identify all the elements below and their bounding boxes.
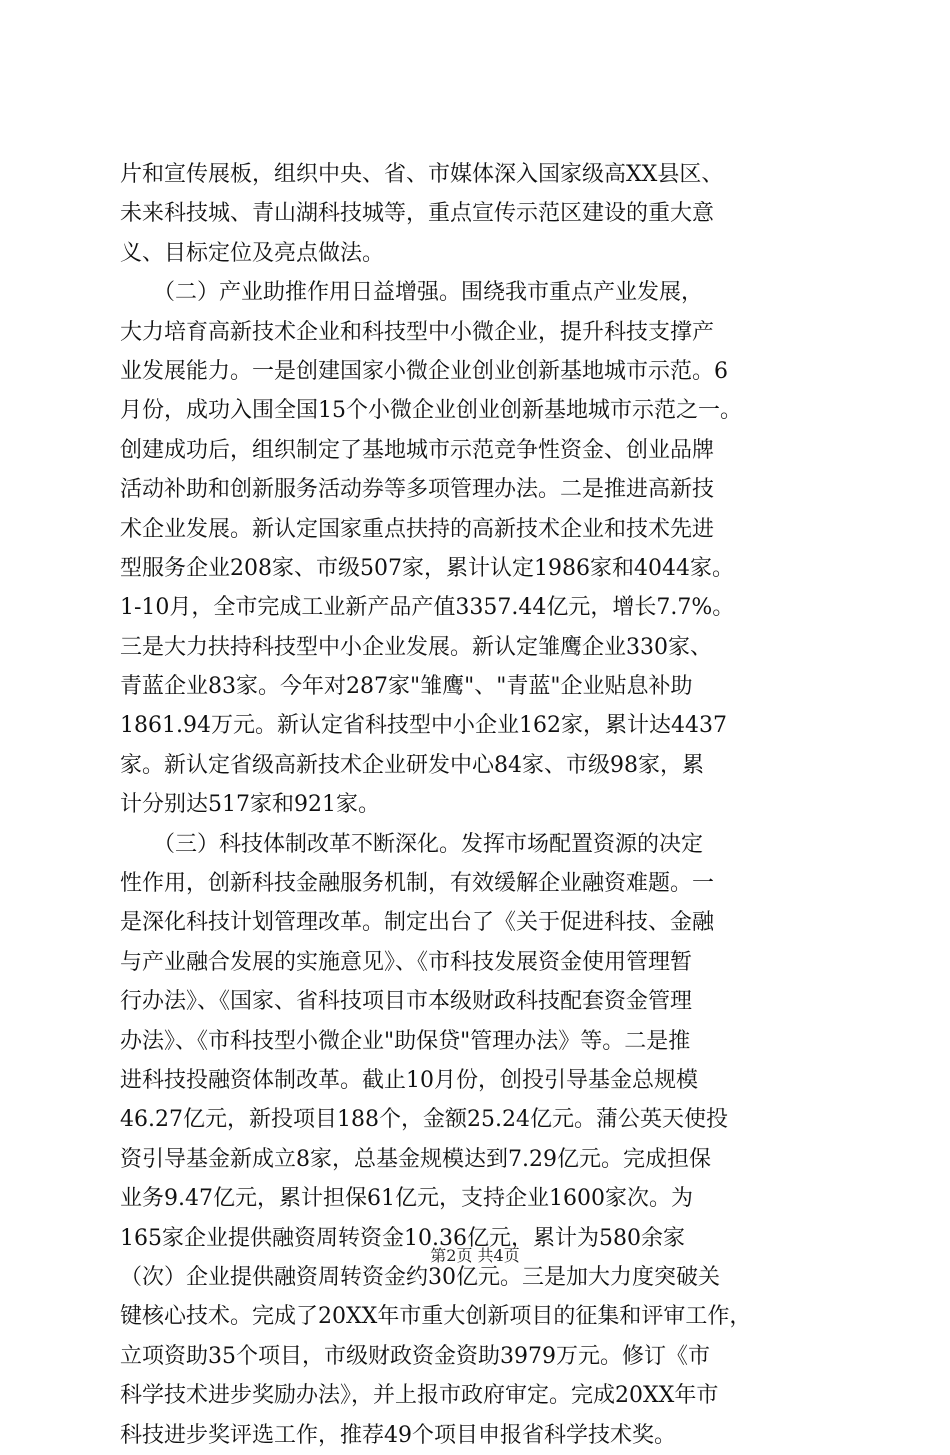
text-line: 术企业发展。新认定国家重点扶持的高新技术企业和技术先进	[120, 516, 715, 542]
text-line: 办法》、《市科技型小微企业"助保贷"管理办法》等。二是推	[120, 1028, 691, 1054]
text-line: 是深化科技计划管理改革。制定出台了《关于促进科技、金融	[120, 910, 715, 936]
text-line: 青蓝企业83家。今年对287家"雏鹰"、"青蓝"企业贴息补助	[120, 674, 693, 700]
text-line: 165家企业提供融资周转资金10.36亿元，累计为580余家	[120, 1225, 685, 1251]
text-line: 立项资助35个项目，市级财政资金资助3979万元。修订《市	[120, 1343, 710, 1369]
text-line: 大力培育高新技术企业和科技型中小微企业，提升科技支撑产	[120, 319, 715, 345]
text-line: 活动补助和创新服务活动券等多项管理办法。二是推进高新技	[120, 477, 715, 503]
text-line: 片和宣传展板，组织中央、省、市媒体深入国家级高XX县区、	[120, 162, 724, 187]
text-line: 科学技术进步奖励办法》，并上报市政府审定。完成20XX年市	[120, 1383, 719, 1409]
text-line: 进科技投融资体制改革。截止10月份，创投引导基金总规模	[120, 1067, 698, 1093]
text-line: 业务9.47亿元，累计担保61亿元，支持企业1600家次。为	[120, 1186, 693, 1212]
text-line: 资引导基金新成立8家，总基金规模达到7.29亿元。完成担保	[120, 1146, 711, 1172]
text-line: （次）企业提供融资周转资金约30亿元。三是加大力度突破关	[120, 1264, 720, 1290]
text-line: 1-10月，全市完成工业新产品产值3357.44亿元，增长7.7%。	[120, 595, 735, 621]
text-line: 创建成功后，组织制定了基地城市示范竞争性资金、创业品牌	[120, 437, 715, 463]
text-line: 月份，成功入围全国15个小微企业创业创新基地城市示范之一。	[120, 398, 742, 424]
text-line: 业发展能力。一是创建国家小微企业创业创新基地城市示范。6	[120, 358, 728, 384]
text-line: 1861.94万元。新认定省科技型中小企业162家，累计达4437	[120, 713, 727, 739]
text-line: 三是大力扶持科技型中小企业发展。新认定雏鹰企业330家、	[120, 634, 712, 660]
text-line: 义、目标定位及亮点做法。	[120, 240, 385, 266]
text-line: 计分别达517家和921家。	[120, 792, 380, 818]
text-line: 行办法》、《国家、省科技项目市本级财政科技配套资金管理	[120, 989, 693, 1015]
text-line: 科技进步奖评选工作，推荐49个项目申报省科学技术奖。	[120, 1422, 676, 1448]
text-line: 家。新认定省级高新技术企业研发中心84家、市级98家，累	[120, 752, 704, 778]
page-number-footer: 第2页 共4页	[430, 1246, 520, 1265]
text-line: 未来科技城、青山湖科技城等，重点宣传示范区建设的重大意	[120, 201, 715, 227]
paragraph-heading-line: （二）产业助推作用日益增强。围绕我市重点产业发展，	[120, 280, 704, 306]
text-line: 型服务企业208家、市级507家，累计认定1986家和4044家。	[120, 555, 734, 581]
text-line: 46.27亿元，新投项目188个，金额25.24亿元。蒲公英天使投	[120, 1107, 728, 1133]
paragraph-heading-line: （三）科技体制改革不断深化。发挥市场配置资源的决定	[120, 831, 704, 857]
text-line: 键核心技术。完成了20XX年市重大创新项目的征集和评审工作，	[120, 1304, 752, 1330]
text-line: 与产业融合发展的实施意见》、《市科技发展资金使用管理暂	[120, 949, 693, 975]
text-line: 性作用，创新科技金融服务机制，有效缓解企业融资难题。一	[120, 871, 715, 897]
